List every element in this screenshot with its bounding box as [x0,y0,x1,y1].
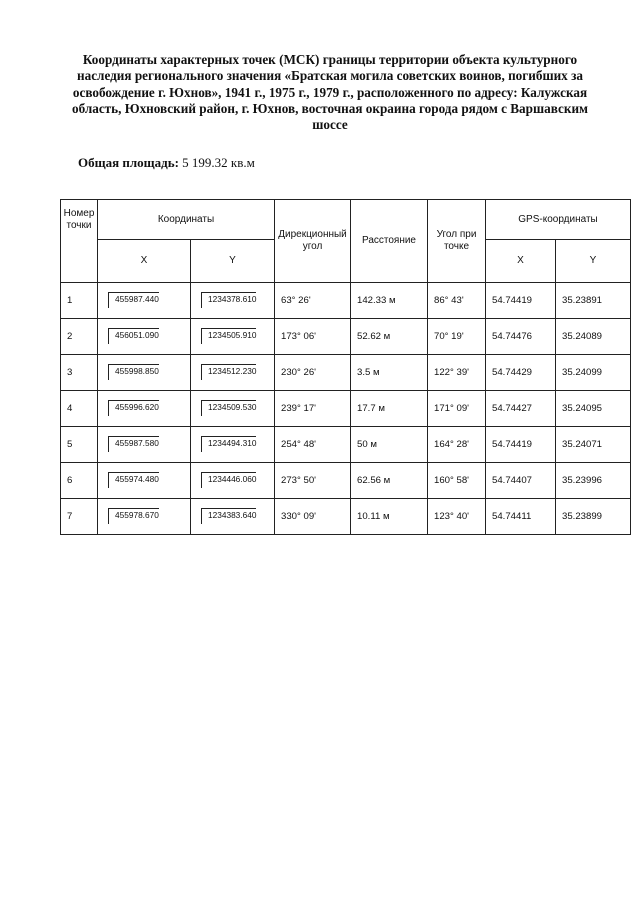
table-row [61,391,631,427]
header-point-number: Номер точки [61,200,98,283]
cell-angle: 122° 39' [428,355,486,391]
cell-gps-y: 35.23899 [556,499,631,535]
cell-distance: 142.33 м [351,283,428,319]
cell-distance: 17.7 м [351,391,428,427]
cell-distance: 50 м [351,427,428,463]
cell-number: 2 [61,319,98,355]
header-point-angle: Угол при точке [428,200,486,283]
cell-gps-x: 54.74427 [486,391,556,427]
header-x: X [98,240,191,283]
cell-number: 1 [61,283,98,319]
header-coordinates: Координаты [98,200,275,240]
cell-angle: 171° 09' [428,391,486,427]
cell-angle: 160° 58' [428,463,486,499]
cell-direction: 254° 48' [275,427,351,463]
cell-gps-y: 35.24071 [556,427,631,463]
cell-direction: 273° 50' [275,463,351,499]
cell-number: 7 [61,499,98,535]
header-distance: Расстояние [351,200,428,283]
cell-angle: 86° 43' [428,283,486,319]
total-area-value: 5 199.32 кв.м [182,155,255,170]
cell-gps-y: 35.24089 [556,319,631,355]
cell-gps-x: 54.74407 [486,463,556,499]
cell-number: 4 [61,391,98,427]
cell-direction: 230° 26' [275,355,351,391]
cell-x: 455998.850 [108,364,159,380]
cell-number: 6 [61,463,98,499]
table-row [61,427,631,463]
header-gps: GPS-координаты [486,200,631,240]
cell-gps-x: 54.74411 [486,499,556,535]
cell-gps-y: 35.23891 [556,283,631,319]
cell-distance: 62.56 м [351,463,428,499]
cell-gps-y: 35.24099 [556,355,631,391]
cell-x: 455987.440 [108,292,159,308]
cell-gps-y: 35.23996 [556,463,631,499]
cell-x: 456051.090 [108,328,159,344]
cell-number: 5 [61,427,98,463]
cell-direction: 173° 06' [275,319,351,355]
cell-x: 455974.480 [108,472,159,488]
cell-y: 1234446.060 [201,472,256,488]
table-row [61,463,631,499]
cell-y: 1234494.310 [201,436,256,452]
cell-gps-x: 54.74476 [486,319,556,355]
header-y: Y [191,240,275,283]
cell-direction: 239° 17' [275,391,351,427]
table-row [61,283,631,319]
cell-direction: 330° 09' [275,499,351,535]
cell-gps-y: 35.24095 [556,391,631,427]
cell-distance: 52.62 м [351,319,428,355]
cell-direction: 63° 26' [275,283,351,319]
cell-y: 1234383.640 [201,508,256,524]
cell-gps-x: 54.74419 [486,283,556,319]
cell-gps-x: 54.74429 [486,355,556,391]
cell-y: 1234378.610 [201,292,256,308]
cell-angle: 164° 28' [428,427,486,463]
cell-x: 455987.580 [108,436,159,452]
cell-distance: 10.11 м [351,499,428,535]
cell-x: 455996.620 [108,400,159,416]
cell-number: 3 [61,355,98,391]
table-row [61,355,631,391]
cell-angle: 70° 19' [428,319,486,355]
cell-angle: 123° 40' [428,499,486,535]
header-direction-angle: Дирекционный угол [275,200,351,283]
cell-y: 1234509.530 [201,400,256,416]
cell-y: 1234512.230 [201,364,256,380]
cell-distance: 3.5 м [351,355,428,391]
coordinates-table [60,199,631,535]
table-row [61,319,631,355]
total-area-label: Общая площадь: [78,155,179,170]
cell-x: 455978.670 [108,508,159,524]
header-gps-x: X [486,240,556,283]
table-row [61,499,631,535]
header-gps-y: Y [556,240,631,283]
cell-y: 1234505.910 [201,328,256,344]
total-area [78,155,255,171]
document-title: Координаты характерных точек (МСК) границы территории объекта культурного наследия регионального значения «Братская могила советских воинов, погибших за освобождение г. Юхнов», 1941 г., 1975 г., 1979 г., расположенного по адресу: Калужская область, Юхновский район, г. Юхнов, восточная окраина города рядом с Варшавским шоссе [71,52,589,133]
cell-gps-x: 54.74419 [486,427,556,463]
